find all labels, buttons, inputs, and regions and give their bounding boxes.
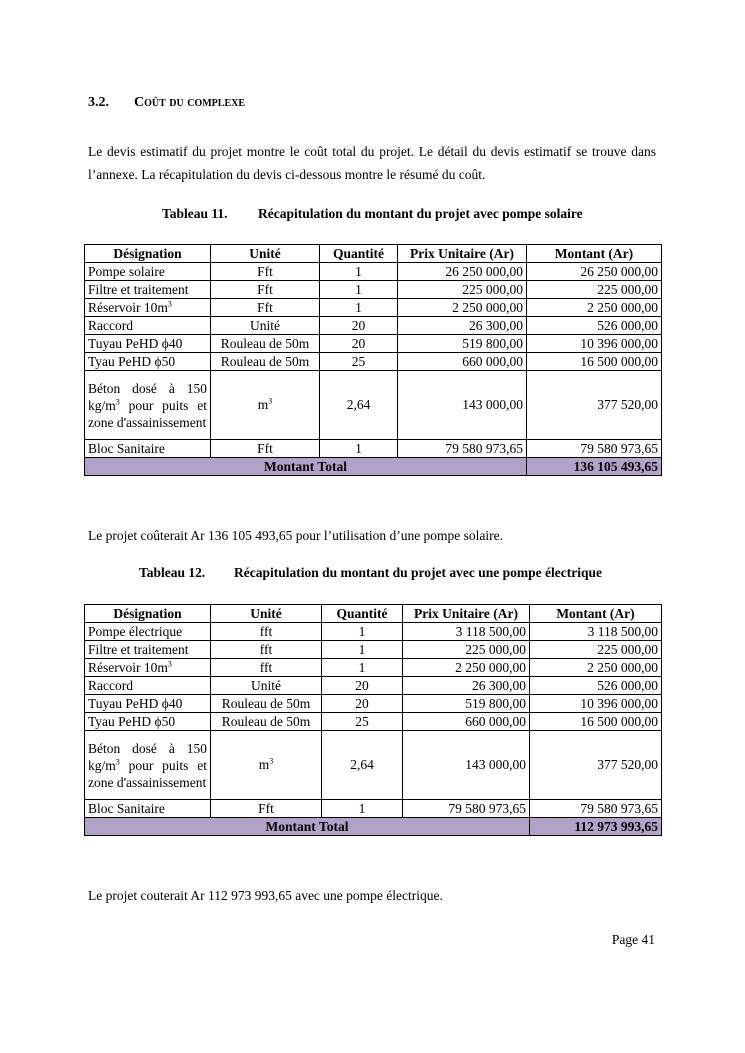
table-row: [85, 641, 662, 659]
table-row: [85, 731, 662, 800]
amount-cell: 526 000,00: [530, 677, 662, 695]
table-row: [85, 371, 662, 440]
unit-price-cell: 79 580 973,65: [398, 440, 527, 458]
amount-cell: 10 396 000,00: [530, 695, 662, 713]
unit-cell: [211, 659, 322, 677]
conclusion2: Le projet couterait Ar 112 973 993,65 avec une pompe électrique.: [88, 888, 443, 903]
quantity-cell: 20: [320, 335, 398, 353]
amount-cell: 2 250 000,00: [527, 299, 662, 317]
unit-text: Fft: [257, 263, 273, 279]
quantity-cell: 1: [322, 641, 403, 659]
unit-text: fft: [259, 659, 273, 675]
table-row: [85, 281, 662, 299]
unit-text: m: [257, 397, 269, 412]
conclusion1: Le projet coûterait Ar 136 105 493,65 pour l’utilisation d’une pompe solaire.: [88, 528, 504, 543]
table-row: [85, 335, 662, 353]
designation-text: Raccord: [88, 677, 133, 693]
table-row: [85, 440, 662, 458]
designation-cell: [85, 335, 211, 353]
total-row: [85, 458, 662, 476]
quantity-cell: 1: [320, 440, 398, 458]
designation-cell: [85, 440, 211, 458]
designation-text: Pompe électrique: [88, 623, 183, 639]
designation-text-tail: pour puits et zone d'assainissement: [88, 397, 207, 430]
table2: [84, 604, 662, 836]
amount-cell: 26 250 000,00: [527, 263, 662, 281]
designation-superscript: 3: [167, 659, 172, 668]
intro-paragraph: Le devis estimatif du projet montre le coût total du projet. Le détail du devis estimatif se trouve dans l’annexe. La récapitulation du devis ci-dessous montre le résumé du coût.: [88, 144, 656, 182]
unit-cell: [211, 731, 322, 800]
designation-superscript: 3: [115, 397, 120, 406]
quantity-cell: 1: [320, 299, 398, 317]
table-row: [85, 677, 662, 695]
quantity-cell: 2,64: [322, 731, 403, 800]
designation-cell: [85, 659, 211, 677]
column-header: Prix Unitaire (Ar): [403, 605, 530, 623]
quantity-cell: 20: [322, 695, 403, 713]
unit-cell: [211, 677, 322, 695]
table-row: [85, 713, 662, 731]
total-label: Montant Total: [85, 818, 530, 836]
amount-cell: 10 396 000,00: [527, 335, 662, 353]
unit-cell: [211, 353, 320, 371]
table-row: [85, 623, 662, 641]
unit-price-cell: 2 250 000,00: [398, 299, 527, 317]
unit-cell: [211, 335, 320, 353]
designation-cell: [85, 800, 211, 818]
amount-cell: 526 000,00: [527, 317, 662, 335]
unit-text: Rouleau de 50m: [221, 713, 311, 729]
designation-cell: [85, 713, 211, 731]
designation-cell: [85, 623, 211, 641]
header-row: [85, 245, 662, 263]
table-row: [85, 299, 662, 317]
table2-caption-text: Récapitulation du montant du projet avec une pompe électrique: [234, 565, 602, 580]
total-value: 112 973 993,65: [530, 818, 662, 836]
amount-cell: 3 118 500,00: [530, 623, 662, 641]
table-row: [85, 659, 662, 677]
designation-superscript: 3: [167, 299, 172, 308]
designation-cell: [85, 371, 211, 440]
designation-cell: [85, 281, 211, 299]
unit-cell: [211, 263, 320, 281]
total-value: 136 105 493,65: [527, 458, 662, 476]
column-header: Quantité: [322, 605, 403, 623]
amount-cell: 16 500 000,00: [527, 353, 662, 371]
unit-text: Fft: [258, 800, 274, 816]
designation-text: Filtre et traitement: [88, 281, 189, 297]
unit-text: Rouleau de 50m: [220, 353, 310, 369]
section-number: 3.2.: [88, 95, 109, 110]
quantity-cell: 1: [322, 659, 403, 677]
unit-price-cell: 660 000,00: [398, 353, 527, 371]
unit-price-cell: 79 580 973,65: [403, 800, 530, 818]
column-header: Prix Unitaire (Ar): [398, 245, 527, 263]
amount-cell: 2 250 000,00: [530, 659, 662, 677]
designation-text: Béton dosé à 150 kg/m: [88, 740, 207, 773]
table2-caption: [139, 565, 602, 581]
unit-price-cell: 26 300,00: [398, 317, 527, 335]
unit-cell: [211, 281, 320, 299]
unit-superscript: 3: [268, 396, 273, 406]
column-header: Montant (Ar): [527, 245, 662, 263]
column-header: Unité: [211, 605, 322, 623]
designation-cell: [85, 299, 211, 317]
table1: [84, 244, 662, 476]
unit-cell: [211, 299, 320, 317]
quantity-cell: 1: [322, 623, 403, 641]
section-title: Coût du complexe: [134, 95, 246, 110]
amount-cell: 79 580 973,65: [530, 800, 662, 818]
unit-price-cell: 26 300,00: [403, 677, 530, 695]
unit-cell: [211, 641, 322, 659]
amount-cell: 225 000,00: [527, 281, 662, 299]
designation-text: Béton dosé à 150 kg/m: [88, 380, 207, 413]
unit-price-cell: 2 250 000,00: [403, 659, 530, 677]
amount-cell: 79 580 973,65: [527, 440, 662, 458]
table-row: [85, 317, 662, 335]
designation-text: Raccord: [88, 317, 133, 333]
unit-superscript: 3: [269, 756, 274, 766]
designation-cell: [85, 731, 211, 800]
unit-price-cell: 143 000,00: [403, 731, 530, 800]
unit-text: Rouleau de 50m: [220, 335, 310, 351]
table-row: [85, 263, 662, 281]
unit-cell: [211, 800, 322, 818]
table1-caption: [162, 206, 583, 222]
designation-text: Pompe solaire: [88, 263, 165, 279]
amount-cell: 16 500 000,00: [530, 713, 662, 731]
designation-text: Filtre et traitement: [88, 641, 189, 657]
quantity-cell: 20: [320, 317, 398, 335]
amount-cell: 377 520,00: [527, 371, 662, 440]
page-number: Page 41: [611, 932, 655, 947]
unit-cell: [211, 440, 320, 458]
unit-price-cell: 519 800,00: [403, 695, 530, 713]
table2-caption-number: Tableau 12.: [139, 565, 206, 580]
table1-caption-number: Tableau 11.: [162, 206, 228, 221]
section-heading: [88, 95, 245, 111]
designation-cell: [85, 677, 211, 695]
designation-text: Tyau PeHD ϕ50: [88, 353, 176, 369]
unit-price-cell: 519 800,00: [398, 335, 527, 353]
designation-text: Réservoir 10m: [88, 299, 168, 315]
table-row: [85, 800, 662, 818]
designation-cell: [85, 641, 211, 659]
unit-cell: [211, 695, 322, 713]
quantity-cell: 20: [322, 677, 403, 695]
column-header: Quantité: [320, 245, 398, 263]
designation-cell: [85, 695, 211, 713]
header-row: [85, 605, 662, 623]
quantity-cell: 1: [322, 800, 403, 818]
designation-text: Réservoir 10m: [88, 659, 168, 675]
designation-cell: [85, 263, 211, 281]
quantity-cell: 25: [322, 713, 403, 731]
unit-price-cell: 3 118 500,00: [403, 623, 530, 641]
unit-cell: [211, 623, 322, 641]
designation-text: Tyau PeHD ϕ50: [88, 713, 176, 729]
quantity-cell: 1: [320, 281, 398, 299]
unit-price-cell: 143 000,00: [398, 371, 527, 440]
unit-text: Rouleau de 50m: [221, 695, 311, 711]
designation-text: Tuyau PeHD ϕ40: [88, 695, 183, 711]
amount-cell: 225 000,00: [530, 641, 662, 659]
unit-cell: [211, 317, 320, 335]
table1-caption-text: Récapitulation du montant du projet avec pompe solaire: [258, 206, 583, 221]
designation-text: Bloc Sanitaire: [88, 800, 165, 816]
unit-price-cell: 660 000,00: [403, 713, 530, 731]
column-header: Désignation: [85, 245, 211, 263]
designation-text-tail: pour puits et zone d'assainissement: [88, 757, 207, 790]
quantity-cell: 25: [320, 353, 398, 371]
column-header: Unité: [211, 245, 320, 263]
total-row: [85, 818, 662, 836]
unit-text: fft: [259, 623, 273, 639]
unit-text: fft: [259, 641, 273, 657]
column-header: Désignation: [85, 605, 211, 623]
unit-text: Fft: [257, 299, 273, 315]
column-header: Montant (Ar): [530, 605, 662, 623]
total-label: Montant Total: [85, 458, 527, 476]
designation-superscript: 3: [115, 757, 120, 766]
unit-price-cell: 225 000,00: [398, 281, 527, 299]
quantity-cell: 1: [320, 263, 398, 281]
designation-cell: [85, 317, 211, 335]
unit-text: Fft: [257, 440, 273, 456]
amount-cell: 377 520,00: [530, 731, 662, 800]
unit-text: Unité: [251, 677, 281, 693]
unit-text: m: [258, 757, 270, 772]
quantity-cell: 2,64: [320, 371, 398, 440]
designation-text: Bloc Sanitaire: [88, 440, 165, 456]
unit-text: Fft: [257, 281, 273, 297]
unit-price-cell: 26 250 000,00: [398, 263, 527, 281]
unit-text: Unité: [250, 317, 280, 333]
unit-cell: [211, 371, 320, 440]
designation-text: Tuyau PeHD ϕ40: [88, 335, 183, 351]
designation-cell: [85, 353, 211, 371]
table-row: [85, 695, 662, 713]
table-row: [85, 353, 662, 371]
unit-price-cell: 225 000,00: [403, 641, 530, 659]
unit-cell: [211, 713, 322, 731]
